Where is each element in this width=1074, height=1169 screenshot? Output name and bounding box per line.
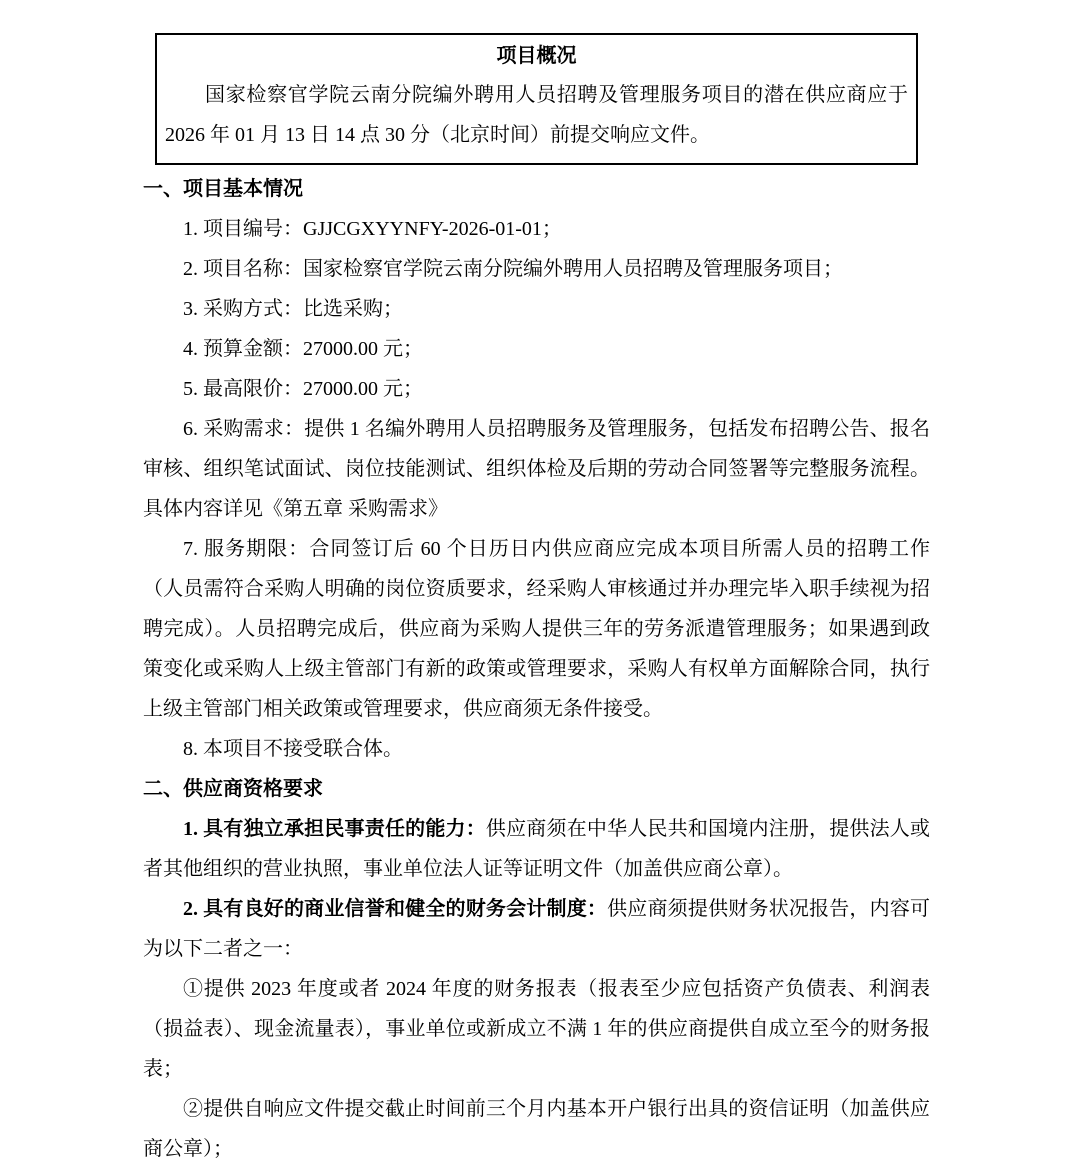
overview-title: 项目概况 (496, 45, 577, 67)
section-2-item-1-text: 供应商须在中华人民共和国境内注册，提供法人或者其他组织的营业执照，事业单位法人证等证明文件（加盖供应商公章）。 (143, 818, 931, 880)
section-1-item-project-number: 1. 项目编号：GJJCGXYYNFY-2026-01-01； (183, 218, 562, 240)
section-1-item-budget-amount: 4. 预算金额：27000.00 元； (183, 338, 423, 360)
section-1-item-service-period: 7. 服务期限：合同签订后 60 个日历日内供应商应完成本项目所需人员的招聘工作（人员需符合采购人明确的岗位资质要求，经采购人审核通过并办理完毕入职手续视为招聘完成）。人员招聘完成后，供应商为采购人提供三年的劳务派遣管理服务；如果遇到政策变化或采购人上级主管部门有新的政策或管理要求，采购人有权单方面解除合同，执行上级主管部门相关政策或管理要求，供应商须无条件接受。 (143, 538, 930, 720)
section-1-item-procurement-method: 3. 采购方式：比选采购； (183, 298, 403, 320)
section-1-heading: 一、项目基本情况 (143, 178, 303, 200)
section-1-item-no-consortium: 8. 本项目不接受联合体。 (183, 738, 403, 760)
section-2-item-civil-liability (143, 809, 930, 889)
section-2-item-financial-credit (143, 889, 930, 969)
section-1-item-project-name: 2. 项目名称：国家检察官学院云南分院编外聘用人员招聘及管理服务项目； (183, 258, 843, 280)
section-2-item-1-bold-lead: 1. 具有独立承担民事责任的能力： (183, 818, 486, 840)
section-1-item-max-price: 5. 最高限价：27000.00 元； (183, 378, 423, 400)
section-2-item-2-bold-lead: 2. 具有良好的商业信誉和健全的财务会计制度： (183, 898, 608, 920)
overview-text: 国家检察官学院云南分院编外聘用人员招聘及管理服务项目的潜在供应商应于 2026 年 01 月 13 日 14 点 30 分（北京时间）前提交响应文件。 (165, 84, 908, 146)
overview-box (155, 33, 918, 165)
section-2-option-2-bank-credit-certificate: ②提供自响应文件提交截止时间前三个月内基本开户银行出具的资信证明（加盖供应商公章）； (143, 1098, 930, 1160)
section-1-item-procurement-requirements: 6. 采购需求：提供 1 名编外聘用人员招聘服务及管理服务，包括发布招聘公告、报名审核、组织笔试面试、岗位技能测试、组织体检及后期的劳动合同签署等完整服务流程。具体内容详见《第五章 采购需求》 (143, 418, 930, 520)
section-2-heading: 二、供应商资格要求 (143, 778, 323, 800)
section-2-item-2-text: 供应商须提供财务状况报告，内容可为以下二者之一： (143, 898, 931, 960)
section-2-option-1-financial-statements: ①提供 2023 年度或者 2024 年度的财务报表（报表至少应包括资产负债表、利润表（损益表）、现金流量表），事业单位或新成立不满 1 年的供应商提供自成立至今的财务报表； (143, 978, 930, 1080)
